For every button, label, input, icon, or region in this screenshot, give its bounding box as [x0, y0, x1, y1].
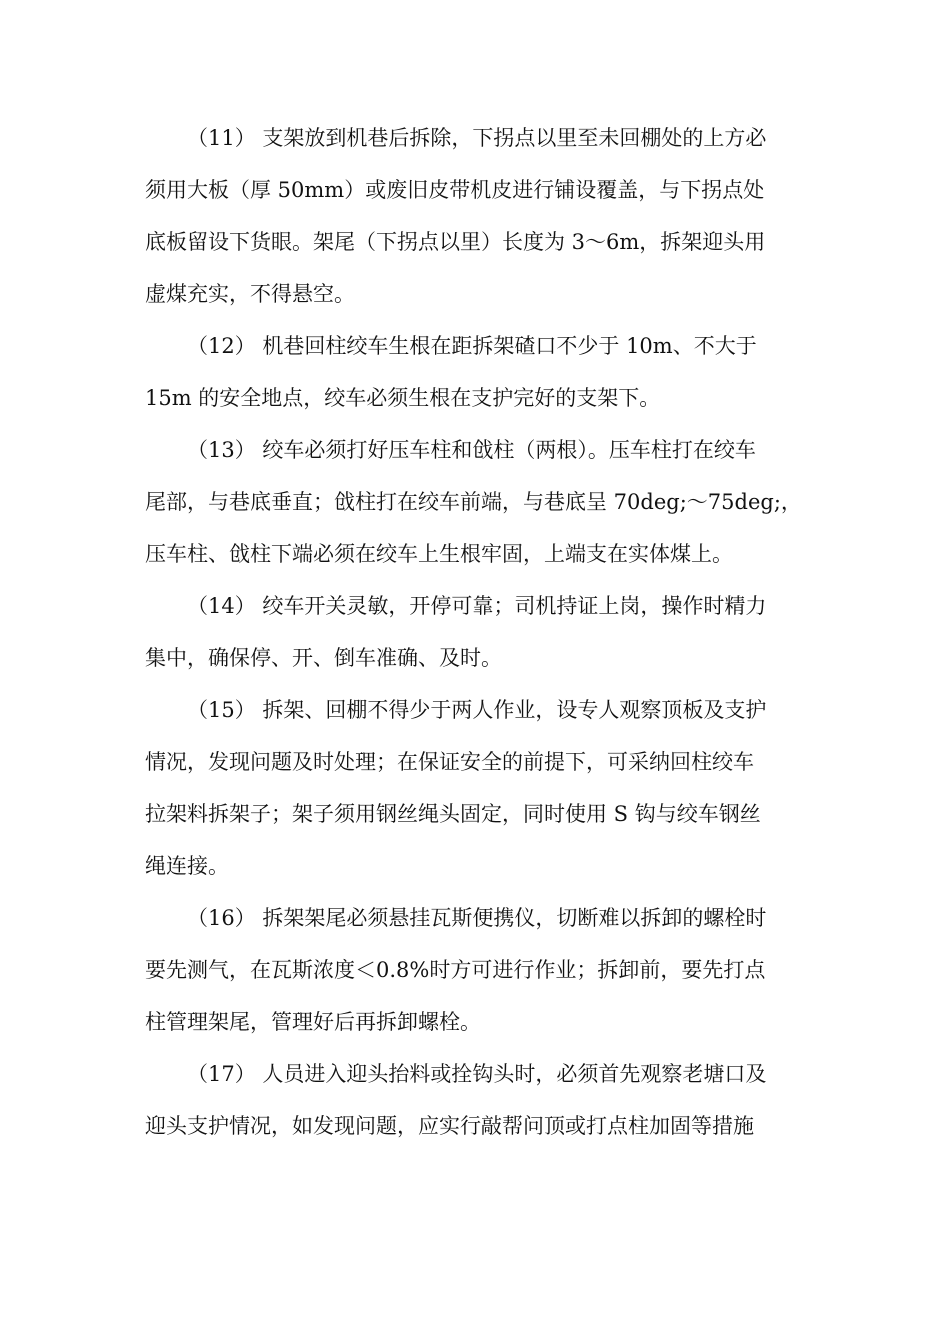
paragraph-line: 底板留设下货眼。架尾（下拐点以里）长度为 3～6m，拆架迎头用 — [145, 230, 766, 254]
paragraph-line: （11） 支架放到机巷后拆除，下拐点以里至未回棚处的上方必 — [187, 126, 767, 150]
paragraph-line: 迎头支护情况，如发现问题，应实行敲帮问顶或打点柱加固等措施 — [145, 1114, 754, 1138]
paragraph-16 — [145, 892, 805, 1048]
paragraph-line: 情况，发现问题及时处理；在保证安全的前提下，可采纳回柱绞车 — [145, 750, 754, 774]
paragraph-line: （13） 绞车必须打好压车柱和戗柱（两根）。压车柱打在绞车 — [187, 438, 756, 462]
paragraph-line: 须用大板（厚 50mm）或废旧皮带机皮进行铺设覆盖，与下拐点处 — [145, 178, 765, 202]
paragraph-12 — [145, 320, 805, 424]
document-body — [145, 112, 805, 1152]
paragraph-line: 15m 的安全地点，绞车必须生根在支护完好的支架下。 — [145, 386, 661, 410]
paragraph-line: 绳连接。 — [145, 854, 229, 878]
paragraph-11 — [145, 112, 805, 320]
paragraph-line: （14） 绞车开关灵敏，开停可靠；司机持证上岗，操作时精力 — [187, 594, 767, 618]
paragraph-line: （17） 人员进入迎头抬料或拴钩头时，必须首先观察老塘口及 — [187, 1062, 767, 1086]
paragraph-line: 虚煤充实，不得悬空。 — [145, 282, 355, 306]
paragraph-line: 柱管理架尾，管理好后再拆卸螺栓。 — [145, 1010, 481, 1034]
paragraph-line: 要先测气，在瓦斯浓度＜0.8%时方可进行作业；拆卸前，要先打点 — [145, 958, 766, 982]
paragraph-line: （12） 机巷回柱绞车生根在距拆架碴口不少于 10m、不大于 — [187, 334, 757, 358]
paragraph-line: 拉架料拆架子；架子须用钢丝绳头固定，同时使用 S 钩与绞车钢丝 — [145, 802, 761, 826]
paragraph-line: 尾部，与巷底垂直；戗柱打在绞车前端，与巷底呈 70deg;～75deg;， — [145, 490, 802, 514]
paragraph-line: （15） 拆架、回棚不得少于两人作业，设专人观察顶板及支护 — [187, 698, 767, 722]
paragraph-line: 压车柱、戗柱下端必须在绞车上生根牢固，上端支在实体煤上。 — [145, 542, 733, 566]
paragraph-14 — [145, 580, 805, 684]
paragraph-line: 集中，确保停、开、倒车准确、及时。 — [145, 646, 502, 670]
paragraph-15 — [145, 684, 805, 892]
paragraph-13 — [145, 424, 805, 580]
paragraph-17 — [145, 1048, 805, 1152]
paragraph-line: （16） 拆架架尾必须悬挂瓦斯便携仪，切断难以拆卸的螺栓时 — [187, 906, 767, 930]
